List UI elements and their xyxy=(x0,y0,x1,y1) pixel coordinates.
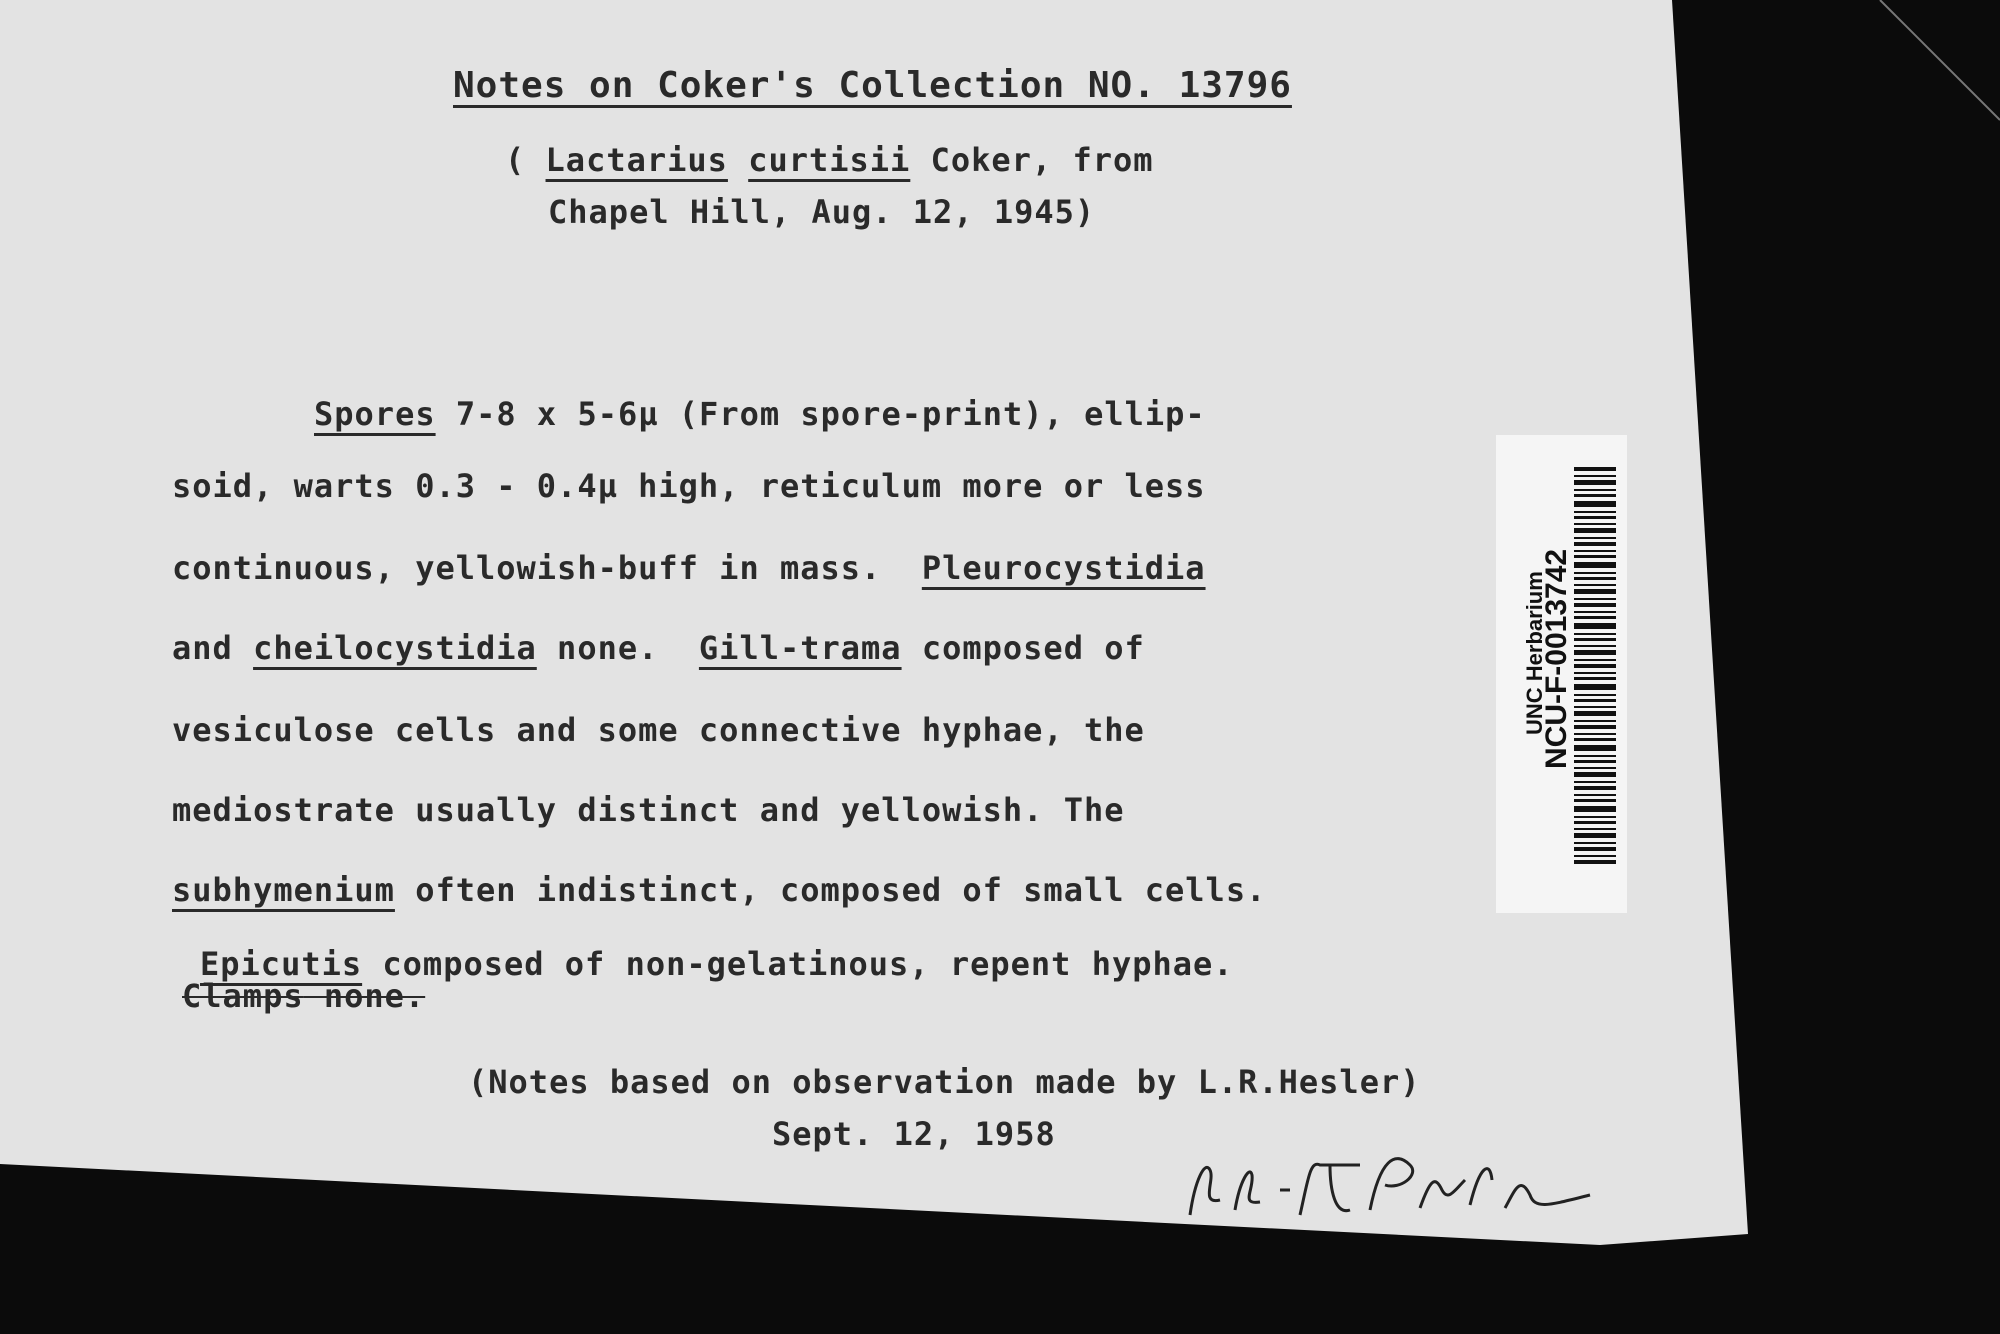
herbarium-label: UNC Herbarium xyxy=(1522,571,1547,735)
species-suffix: Coker, from xyxy=(910,141,1154,179)
body-text: none. xyxy=(536,629,699,667)
term-subhymenium: subhymenium xyxy=(172,871,395,909)
locality-line: Chapel Hill, Aug. 12, 1945) xyxy=(548,193,1096,231)
body-line-3 xyxy=(172,549,1206,587)
body-text: 7-8 x 5-6µ (From spore-print), ellip- xyxy=(435,395,1206,433)
footer-note: (Notes based on observation made by L.R.Hesler) xyxy=(468,1063,1421,1101)
species-prefix: ( xyxy=(505,141,546,179)
term-pleurocystidia: Pleurocystidia xyxy=(921,549,1206,587)
body-text: composed of non-gelatinous, repent hyphae. xyxy=(362,945,1234,983)
body-line-5: vesiculose cells and some connective hyphae, the xyxy=(172,711,1145,749)
body-text: often indistinct, composed of small cells. xyxy=(394,871,1267,909)
body-line-7 xyxy=(172,871,1267,909)
signature xyxy=(1180,1120,1600,1230)
body-text: continuous, yellowish-buff in mass. xyxy=(172,549,922,587)
body-text: composed of xyxy=(901,629,1145,667)
footer-date: Sept. 12, 1958 xyxy=(772,1115,1056,1153)
body-line-9 xyxy=(182,977,426,1015)
body-line-8 xyxy=(200,945,1234,983)
body-text: none. xyxy=(303,977,426,1015)
term-epicutis: Epicutis xyxy=(200,945,363,983)
catalog-number: NCU-F-0013742 xyxy=(1540,548,1573,769)
species-genus: Lactarius xyxy=(545,141,728,179)
term-gill-trama: Gill-trama xyxy=(698,629,902,667)
species-line xyxy=(505,141,1154,179)
barcode-icon xyxy=(1574,467,1616,867)
term-clamps: Clamps xyxy=(182,977,304,1015)
body-line-1 xyxy=(314,395,1206,433)
page-title: Notes on Coker's Collection NO. 13796 xyxy=(453,65,1292,106)
body-line-2: soid, warts 0.3 - 0.4µ high, reticulum more or less xyxy=(172,467,1206,505)
body-line-4 xyxy=(172,629,1145,667)
term-cheilocystidia: cheilocystidia xyxy=(253,629,537,667)
barcode-label xyxy=(1496,435,1627,913)
term-spores: Spores xyxy=(314,395,436,433)
body-text: and xyxy=(172,629,254,667)
body-line-6: mediostrate usually distinct and yellowish. The xyxy=(172,791,1125,829)
species-epithet: curtisii xyxy=(748,141,911,179)
